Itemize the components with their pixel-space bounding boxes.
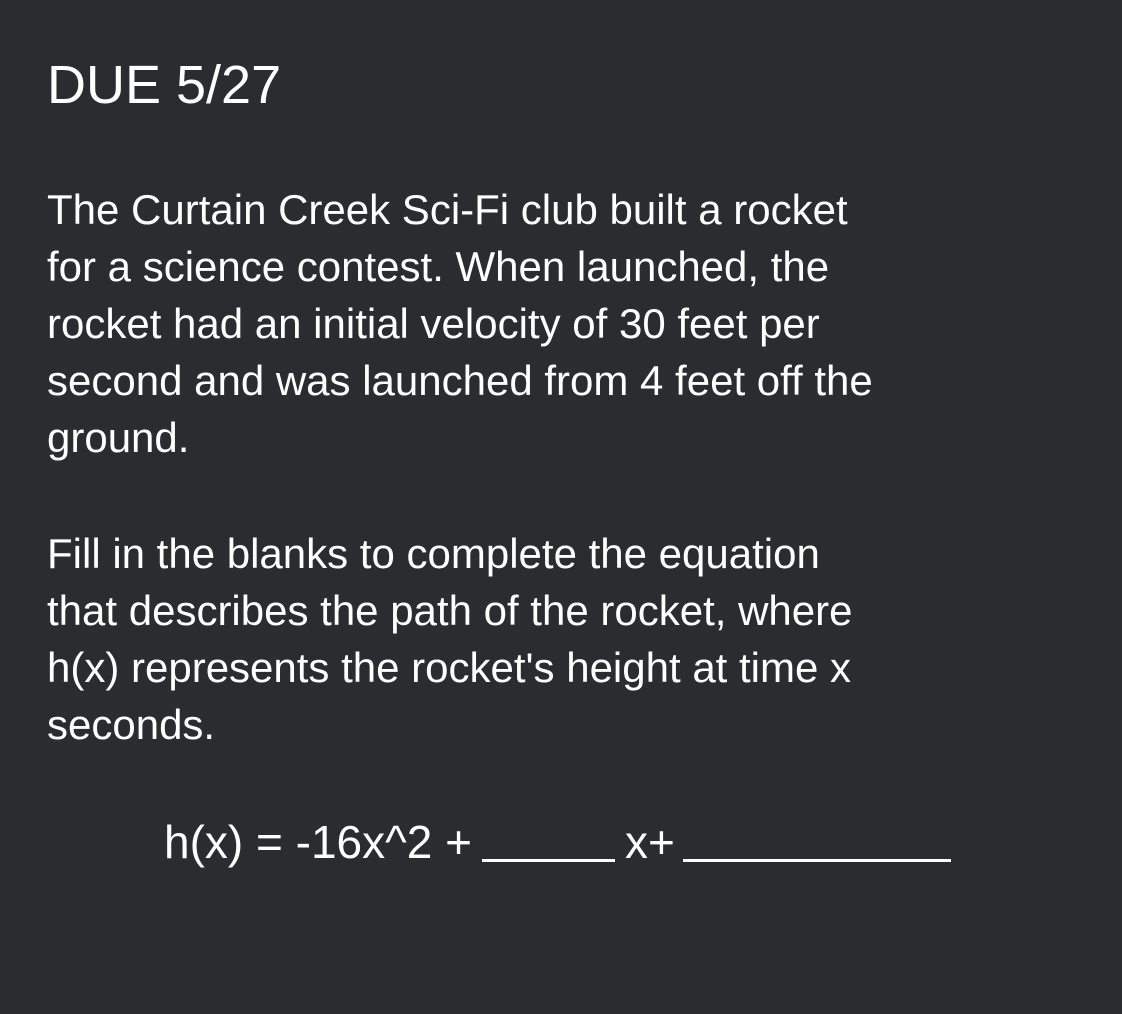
velocity-blank[interactable] <box>482 859 615 862</box>
instruction-line-2: that describes the path of the rocket, where <box>47 587 853 634</box>
problem-description <box>47 181 1087 466</box>
instruction-line-3: h(x) represents the rocket's height at time x <box>47 644 852 691</box>
initial-height-blank[interactable] <box>683 859 951 862</box>
due-date-heading: DUE 5/27 <box>47 55 282 115</box>
problem-line-5: ground. <box>47 414 190 461</box>
equation-left-part: h(x) = -16x^2 + <box>164 816 472 868</box>
problem-line-4: second and was launched from 4 feet off the <box>47 357 873 404</box>
instructions <box>47 525 1087 753</box>
equation <box>164 812 951 872</box>
equation-middle-part: x+ <box>624 816 675 868</box>
problem-line-1: The Curtain Creek Sci-Fi club built a rocket <box>47 186 848 233</box>
instruction-line-1: Fill in the blanks to complete the equation <box>47 530 820 577</box>
note-content <box>47 0 1087 1014</box>
instruction-line-4: seconds. <box>47 701 216 748</box>
problem-line-2: for a science contest. When launched, the <box>47 243 830 290</box>
problem-line-3: rocket had an initial velocity of 30 feet per <box>47 300 820 347</box>
